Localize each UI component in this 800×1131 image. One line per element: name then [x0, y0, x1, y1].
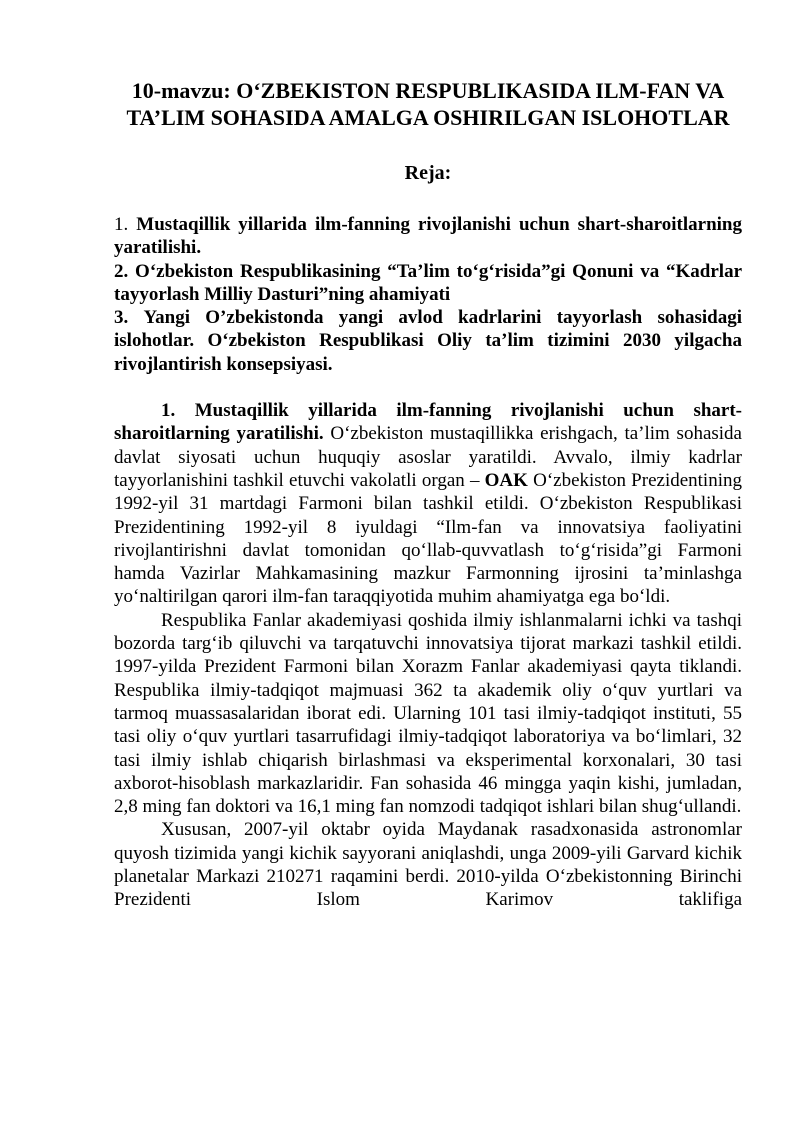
paragraph-3: Xususan, 2007-yil oktabr oyida Maydanak rasadxonasida astronomlar quyosh tizimida yangi kichik sayyorani aniqlashdi, unga 2009-yili Garvard kichik planetalar Markazi 210271 raqamini berdi. 2010-yilda O‘zbekistonning Birinchi Prezidenti Islom Karimov taklifiga [114, 819, 742, 911]
page-title: 10-mavzu: O‘ZBEKISTON RESPUBLIKASIDA ILM-FAN VA TA’LIM SOHASIDA AMALGA OSHIRILGAN ISLOHOTLAR [126, 78, 730, 130]
paragraph-text: O‘zbekiston mustaqillikka erishgach, ta’lim sohasida davlat siyosati uchun huquqiy asoslar yaratildi. Avvalo, ilmiy kadrlar tayyorlanishini tashkil etuvchi vakolatli organ – [114, 423, 742, 491]
plan-item-1 [114, 213, 742, 260]
plan-item-number: 2. [114, 260, 129, 282]
section-heading: 1. Mustaqillik yillarida ilm-fanning rivojlanishi uchun shart-sharoitlarning yaratilishi. [114, 400, 742, 445]
plan-heading: Reja: [404, 162, 452, 184]
plan-item-text: O‘zbekiston Respublikasining “Ta’lim to‘g‘risida”gi Qonuni va “Kadrlar tayyorlash Milliy Dasturi”ning ahamiyati [114, 260, 743, 305]
plan-list [114, 213, 742, 376]
plan-item-text: Yangi O’zbekistonda yangi avlod kadrlarini tayyorlash sohasidagi islohotlar. O‘zbekiston Respublikasi Oliy ta’lim tizimini 2030 yilgacha rivojlantirish konsepsiyasi. [114, 307, 742, 375]
oak-abbreviation: OAK [484, 469, 528, 491]
plan-item-3 [114, 306, 742, 376]
plan-item-number: 3. [114, 307, 129, 329]
paragraph-1 [114, 399, 742, 609]
paragraph-text: O‘zbekiston Prezidentining 1992-yil 31 martdagi Farmoni bilan tashkil etildi. O‘zbekiston Respublikasi Prezidentining 1992-yil 8 iyuldagi “Ilm-fan va innovatsiya faoliyatini rivojlantirishni davlat tomonidan qo‘llab-quvvatlash to‘g‘risida”gi Farmoni hamda Vazirlar Mahkamasining mazkur Farmonning ijrosini ta’minlashga yo‘naltirilgan qarori ilm-fan taraqqiyotida muhim ahamiyatga ega bo‘ldi. [114, 469, 742, 608]
plan-item-text: Mustaqillik yillarida ilm-fanning rivojlanishi uchun shart-sharoitlarning yaratilishi. [114, 214, 743, 259]
body-text [114, 399, 742, 912]
plan-item-2 [114, 260, 742, 307]
paragraph-2: Respublika Fanlar akademiyasi qoshida ilmiy ishlanmalarni ichki va tashqi bozorda targ‘ib qiluvchi va tarqatuvchi innovatsiya tijorat markazi tashkil etildi. 1997-yilda Prezident Farmoni bilan Xorazm Fanlar akademiyasi qayta tiklandi. Respublika ilmiy-tadqiqot majmuasi 362 ta akademik oliy o‘quv yurtlari va tarmoq muassasalaridan iborat edi. Ularning 101 tasi ilmiy-tadqiqot instituti, 55 tasi oliy o‘quv yurtlari tasarrufidagi ilmiy-tadqiqot laboratoriya va bo‘limlari, 32 tasi ilmiy ishlab chiqarish birlashmasi va eksperimental korxonalari, 30 tasi axborot-hisoblash markazlaridir. Fan sohasida 46 mingga yaqin kishi, jumladan, 2,8 ming fan doktori va 16,1 ming fan nomzodi tadqiqot ishlari bilan shug‘ullandi. [114, 609, 742, 818]
plan-item-number: 1. [114, 214, 129, 235]
